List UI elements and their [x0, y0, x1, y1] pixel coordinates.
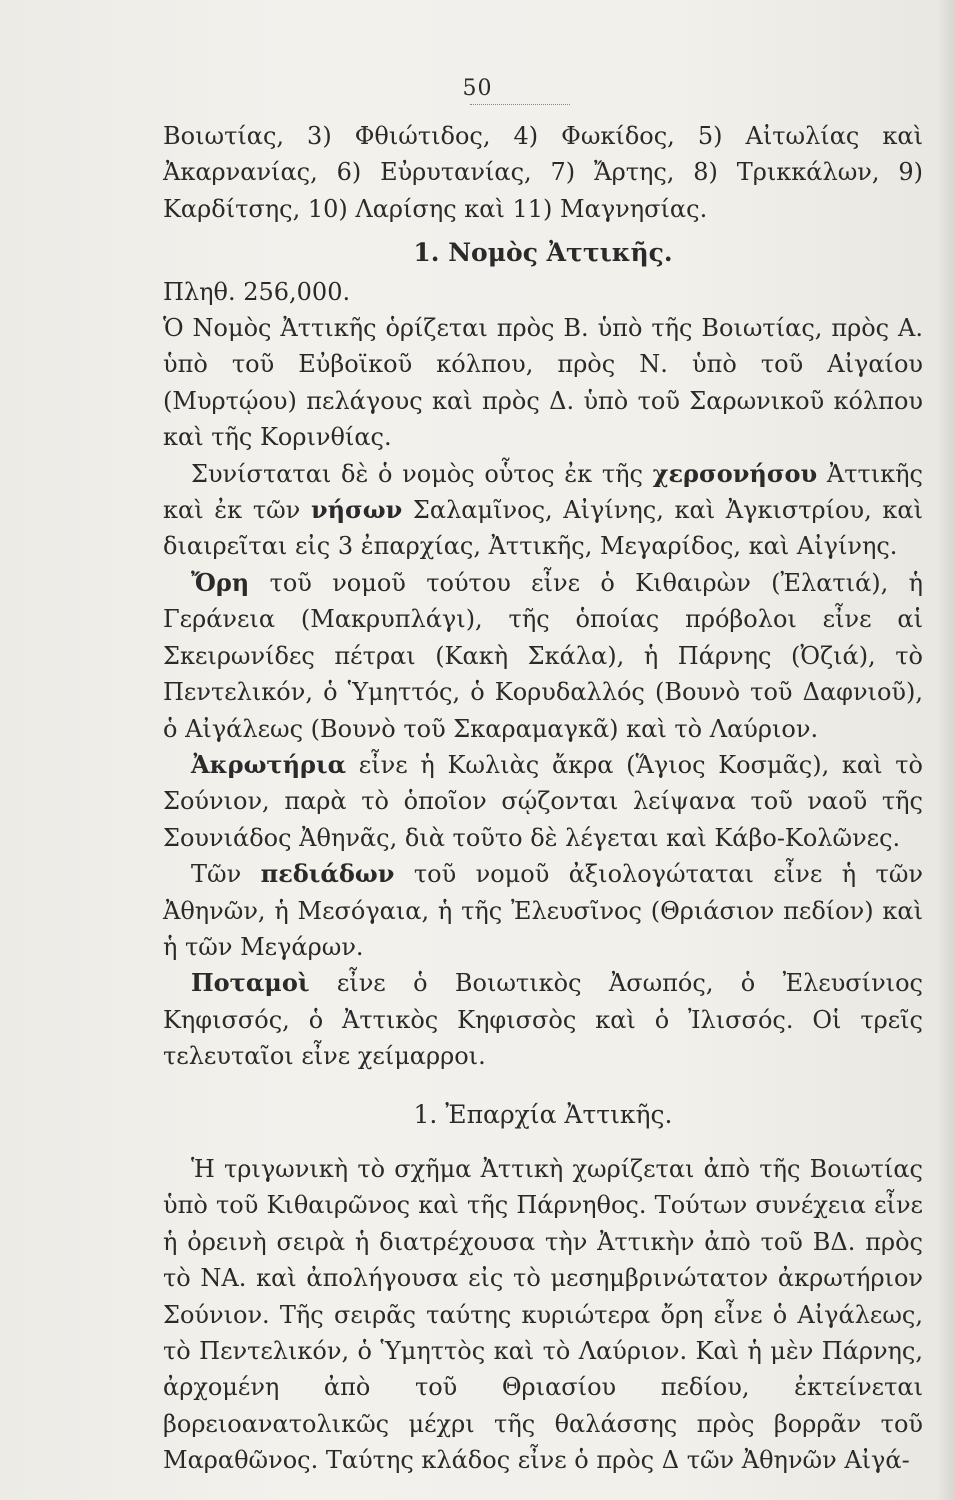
plains-text-a: Τῶν — [191, 860, 242, 889]
rivers-text: εἶνε ὁ Βοιωτικὸς Ἀσωπός, ὁ Ἐλευσίνιος Κηφισσός, ὁ Ἀττικὸς Κηφισσὸς καὶ ὁ Ἰλισσός. Οἱ τρεῖς τελευταῖοι εἶνε χείμαρροι. — [163, 969, 923, 1071]
capes-paragraph — [163, 747, 923, 856]
composition-text-c: Ἀττικῆς καὶ ἐκ τῶν — [163, 459, 923, 525]
mountains-paragraph — [163, 565, 923, 747]
page-number: 50 — [462, 76, 493, 101]
capes-text: εἶνε ἡ Κωλιὰς ἄκρα (Ἅγιος Κοσμᾶς), καὶ τὸ Σούνιον, παρὰ τὸ ὁποῖον σῴζονται λείψανα τοῦ ναοῦ τῆς Σουνιάδος Ἀθηνᾶς, διὰ τοῦτο δὲ λέγεται καὶ Κάβο-Κολῶνες. — [163, 750, 923, 852]
keyword-rivers: Ποταμοὶ — [191, 968, 310, 998]
keyword-plains: πεδιάδων — [260, 859, 395, 889]
borders-paragraph: Ὁ Νομὸς Ἀττικῆς ὁρίζεται πρὸς Β. ὑπὸ τῆς Βοιωτίας, πρὸς Α. ὑπὸ τοῦ Εὐβοϊκοῦ κόλπου, πρὸς Ν. ὑπὸ τοῦ Αἰγαίου (Μυρτῴου) πελάγους καὶ πρὸς Δ. ὑπὸ τοῦ Σαρωνικοῦ κόλπου καὶ τῆς Κορινθίας. — [163, 314, 923, 452]
section-heading-eparchia: 1. Ἐπαρχία Ἀττικῆς. — [413, 1099, 673, 1129]
plains-text-c: τοῦ νομοῦ ἀξιολογώταται εἶνε ἡ τῶν Ἀθηνῶν, ἡ Μεσόγαια, ἡ τῆς Ἐλευσῖνος (Θριάσιον πεδίον) καὶ ἡ τῶν Μεγάρων. — [163, 860, 923, 961]
page-number-rule — [470, 104, 570, 105]
page-edge-shadow — [937, 0, 955, 1500]
composition-text-a: Συνίσταται δὲ ὁ νομὸς οὗτος ἐκ τῆς — [191, 459, 643, 488]
rivers-paragraph — [163, 965, 923, 1074]
composition-text-e: Σαλαμῖνος, Αἰγίνης, καὶ Ἀγκιστρίου, καὶ διαιρεῖται εἰς 3 ἐπαρχίας, Ἀττικῆς, Μεγαρίδος, καὶ Αἰγίνης. — [163, 496, 923, 561]
keyword-capes: Ἀκρωτήρια — [191, 749, 347, 779]
body-text — [163, 118, 923, 1479]
keyword-mountains: Ὄρη — [191, 567, 250, 597]
keyword-peninsula: χερσονήσου — [652, 458, 818, 488]
province-paragraph: Ἡ τριγωνικὴ τὸ σχῆμα Ἀττικὴ χωρίζεται ἀπὸ τῆς Βοιωτίας ὑπὸ τοῦ Κιθαιρῶνος καὶ τῆς Πάρνηθος. Τούτων συνέχεια εἶνε ἡ ὀρεινὴ σειρὰ ἡ διατρέχουσα τὴν Ἀττικὴν ἀπὸ τοῦ ΒΔ. πρὸς τὸ ΝΑ. καὶ ἀπολήγουσα εἰς τὸ μεσημβρινώτατον ἀκρωτήριον Σούνιον. Τῆς σειρᾶς ταύτης κυριώτερα ὄρη εἶνε ὁ Αἰγάλεως, τὸ Πεντελικόν, ὁ Ὑμηττὸς καὶ τὸ Λαύριον. Καὶ ἡ μὲν Πάρνης, ἀρχομένη ἀπὸ τοῦ Θριασίου πεδίου, ἐκτείνεται βορειοανατολικῶς μέχρι τῆς θαλάσσης πρὸς βορρᾶν τοῦ Μαραθῶνος. Ταύτης κλάδος εἶνε ὁ πρὸς Δ τῶν Ἀθηνῶν Αἰγά- — [163, 1154, 923, 1475]
section-heading-nomos: 1. Νομὸς Ἀττικῆς. — [413, 238, 673, 268]
intro-paragraph: Βοιωτίας, 3) Φθιώτιδος, 4) Φωκίδος, 5) Αἰτωλίας καὶ Ἀκαρνανίας, 6) Εὐρυτανίας, 7) Ἄρτης, 8) Τρικκάλων, 9) Καρδίτσης, 10) Λαρίσης καὶ 11) Μαγνησίας. — [163, 122, 923, 223]
population-line: Πληθ. 256,000. — [163, 277, 351, 306]
keyword-islands: νήσων — [310, 495, 403, 525]
composition-paragraph — [163, 456, 923, 565]
plains-paragraph — [163, 856, 923, 965]
mountains-text: τοῦ νομοῦ τούτου εἶνε ὁ Κιθαιρὼν (Ἐλατιά), ἡ Γεράνεια (Μακρυπλάγι), τῆς ὁποίας πρόβολοι εἶνε αἱ Σκειρωνίδες πέτραι (Κακὴ Σκάλα), ἡ Πάρνης (Ὀζιά), τὸ Πεντελικόν, ὁ Ὑμηττός, ὁ Κορυδαλλός (Βουνὸ τοῦ Δαφνιοῦ), ὁ Αἰγάλεως (Βουνὸ τοῦ Σκαραμαγκᾶ) καὶ τὸ Λαύριον. — [163, 568, 923, 743]
